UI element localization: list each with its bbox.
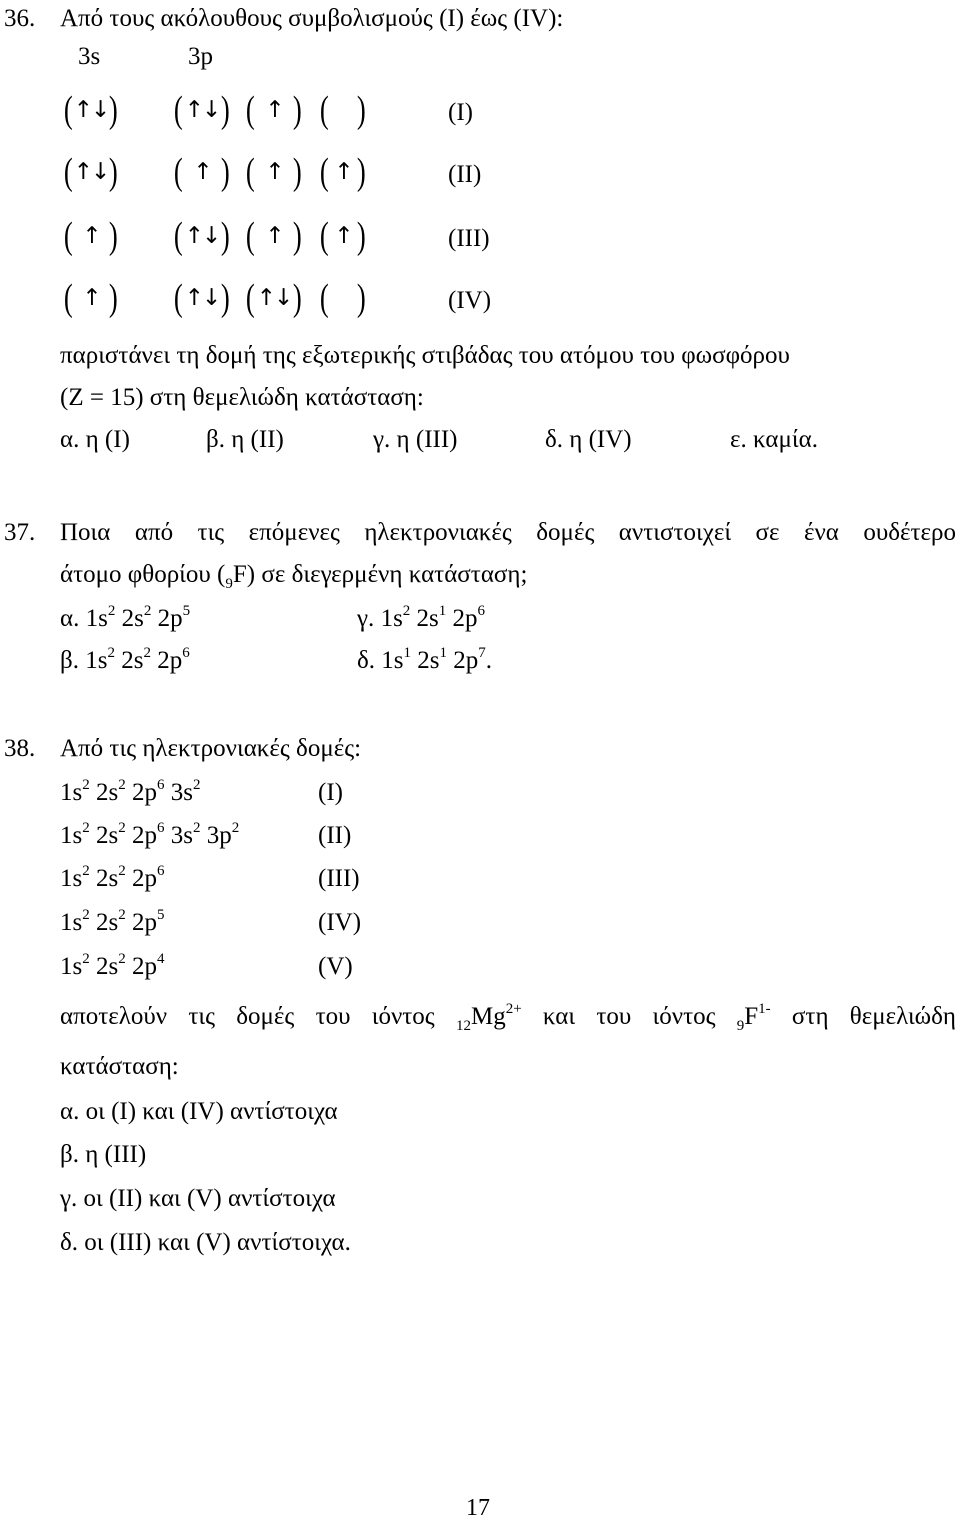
orbital-up-down-icon: ↑↓ xyxy=(184,285,220,311)
orbital-box xyxy=(318,278,368,318)
electron-count: 2 xyxy=(118,951,126,967)
orbital-paren-right: ) xyxy=(221,151,231,193)
electron-count: 2 xyxy=(143,603,152,619)
orbital-up-down-icon: ↑↓ xyxy=(256,285,292,311)
electron-count: 2 xyxy=(143,645,151,661)
orbital-paren-right: ) xyxy=(293,277,303,319)
q36-option-c: γ. η (III) xyxy=(373,426,458,453)
orbital-box xyxy=(244,90,304,130)
orbital-box xyxy=(244,152,304,192)
electron-count: 2 xyxy=(82,863,90,879)
orbital-row-label: (III) xyxy=(448,225,490,252)
orbital-paren-right: ) xyxy=(109,215,119,257)
orbital-paren-right: ) xyxy=(109,151,119,193)
orbital-paren-right: ) xyxy=(357,151,367,193)
option-prefix: δ. xyxy=(357,647,376,674)
orbital-paren-right: ) xyxy=(293,151,303,193)
electron-count: 2 xyxy=(192,777,201,793)
q38-text-b: και του ιόντος xyxy=(521,1003,737,1030)
orbital-term: 2p xyxy=(131,953,157,980)
orbital-term: 1s xyxy=(60,865,83,892)
electron-count: 7 xyxy=(478,645,486,661)
orbital-term: 2s xyxy=(121,647,144,674)
q37-line1: Ποια από τις επόμενες ηλεκτρονιακές δομές αντιστοιχεί σε ένα ουδέτερο xyxy=(60,519,956,546)
orbital-box xyxy=(318,216,368,256)
electron-count: 2 xyxy=(231,820,240,836)
orbital-term: 3p xyxy=(206,822,232,849)
orbital-box xyxy=(62,152,120,192)
orbital-row-label: (IV) xyxy=(448,287,492,314)
orbital-paren-right: ) xyxy=(109,89,119,131)
electron-count: 1 xyxy=(438,603,447,619)
orbital-term: 2s xyxy=(95,909,119,936)
electron-count: 6 xyxy=(156,777,165,793)
orbital-up-down-icon: ↑↓ xyxy=(73,159,109,185)
orbital-paren-left: ( xyxy=(173,151,183,193)
orbital-box xyxy=(62,278,120,318)
orbital-paren-right: ) xyxy=(109,277,119,319)
q37-option-c xyxy=(357,603,486,632)
orbital-paren-left: ( xyxy=(245,89,255,131)
orbital-box xyxy=(318,152,368,192)
q38-config-label: (III) xyxy=(318,865,360,892)
orbital-term: 2s xyxy=(95,822,119,849)
q38-stem: Από τις ηλεκτρονιακές δομές: xyxy=(60,735,362,762)
orbital-box xyxy=(172,152,232,192)
q36-header-3s: 3s xyxy=(78,43,101,70)
electron-count: 6 xyxy=(477,603,486,619)
q37-option-d xyxy=(357,645,492,674)
orbital-term: 2p xyxy=(131,822,157,849)
orbital-paren-left: ( xyxy=(319,151,329,193)
q37-option-b xyxy=(60,645,190,674)
q36-text-line2: (Z = 15) στη θεμελιώδη κατάσταση: xyxy=(60,384,424,411)
q38-config-label: (V) xyxy=(318,953,353,980)
q38-option-a: α. οι (I) και (IV) αντίστοιχα xyxy=(60,1098,338,1125)
orbital-paren-right: ) xyxy=(221,215,231,257)
orbital-paren-left: ( xyxy=(245,151,255,193)
electron-count: 2 xyxy=(107,645,115,661)
orbital-term: 2s xyxy=(416,605,439,632)
electron-count: 6 xyxy=(182,645,190,661)
orbital-term: 2s xyxy=(121,605,144,632)
orbital-paren-left: ( xyxy=(63,151,73,193)
electron-count: 2 xyxy=(82,907,90,923)
orbital-box xyxy=(172,278,232,318)
f-charge: 1- xyxy=(758,1001,771,1017)
option-prefix: γ. xyxy=(357,605,375,632)
orbital-term: 2s xyxy=(417,647,440,674)
orbital-up-icon: ↑ xyxy=(265,223,283,249)
orbital-paren-right: ) xyxy=(221,89,231,131)
orbital-term: 2p xyxy=(157,605,183,632)
q36-header-3p: 3p xyxy=(188,43,213,70)
orbital-box xyxy=(172,216,232,256)
option-suffix: . xyxy=(485,647,492,674)
electron-count: 2 xyxy=(118,820,126,836)
mg-charge: 2+ xyxy=(505,1001,522,1017)
orbital-box xyxy=(244,216,304,256)
q36-number: 36. xyxy=(4,5,36,32)
fluorine-atomic-number: 9 xyxy=(225,576,233,592)
orbital-up-icon: ↑ xyxy=(265,159,283,185)
orbital-up-icon: ↑ xyxy=(265,97,283,123)
q38-config-label: (II) xyxy=(318,822,352,849)
orbital-term: 3s xyxy=(170,822,193,849)
orbital-paren-left: ( xyxy=(245,215,255,257)
electron-count: 2 xyxy=(402,603,411,619)
electron-count: 5 xyxy=(156,907,165,923)
option-prefix: α. xyxy=(60,605,80,632)
orbital-term: 2s xyxy=(95,953,119,980)
orbital-term: 2p xyxy=(131,865,157,892)
option-prefix: β. xyxy=(60,647,79,674)
q38-option-b: β. η (III) xyxy=(60,1141,147,1168)
q37-number: 37. xyxy=(4,519,36,546)
q38-config-label: (IV) xyxy=(318,909,362,936)
f-atomic-number: 9 xyxy=(736,1018,745,1034)
orbital-paren-left: ( xyxy=(63,215,73,257)
q38-config xyxy=(60,951,165,980)
orbital-box xyxy=(244,278,304,318)
orbital-term: 1s xyxy=(60,822,83,849)
q36-option-e: ε. καμία. xyxy=(730,426,818,453)
q38-number: 38. xyxy=(4,735,36,762)
orbital-box xyxy=(62,216,120,256)
q36-stem: Από τους ακόλουθους συμβολισμούς (I) έως (IV): xyxy=(60,5,564,32)
orbital-paren-right: ) xyxy=(357,215,367,257)
orbital-term: 3s xyxy=(170,779,193,806)
orbital-row-label: (II) xyxy=(448,161,482,188)
orbital-paren-right: ) xyxy=(293,215,303,257)
orbital-term: 1s xyxy=(60,953,83,980)
q38-text-line2: κατάσταση: xyxy=(60,1053,179,1080)
q37-line2 xyxy=(60,561,528,592)
orbital-box xyxy=(62,90,120,130)
mg-symbol: Mg xyxy=(470,1003,506,1030)
orbital-term: 1s xyxy=(380,605,403,632)
orbital-paren-left: ( xyxy=(319,277,329,319)
orbital-paren-right: ) xyxy=(357,89,367,131)
orbital-up-down-icon: ↑↓ xyxy=(184,223,220,249)
orbital-term: 1s xyxy=(381,647,404,674)
q36-option-b: β. η (II) xyxy=(206,426,284,453)
page-number: 17 xyxy=(466,1495,490,1521)
q37-line2-a: άτομο φθορίου ( xyxy=(60,561,226,588)
orbital-up-down-icon: ↑↓ xyxy=(184,97,220,123)
electron-count: 2 xyxy=(82,777,90,793)
q38-config xyxy=(60,863,165,892)
electron-count: 2 xyxy=(107,603,116,619)
q38-text-a: αποτελούν τις δομές του ιόντος xyxy=(60,1003,456,1030)
q38-text-c: στη θεμελιώδη xyxy=(770,1003,956,1030)
q38-option-d: δ. οι (III) και (V) αντίστοιχα. xyxy=(60,1229,351,1256)
orbital-paren-left: ( xyxy=(319,89,329,131)
electron-count: 2 xyxy=(82,951,90,967)
q36-text-line1: παριστάνει τη δομή της εξωτερικής στιβάδας του ατόμου του φωσφόρου xyxy=(60,342,790,369)
orbital-paren-right: ) xyxy=(221,277,231,319)
orbital-up-icon: ↑ xyxy=(334,159,352,185)
electron-count: 6 xyxy=(156,863,165,879)
orbital-term: 2p xyxy=(131,779,157,806)
orbital-box xyxy=(318,90,368,130)
q37-line2-b: F) σε διεγερμένη κατάσταση; xyxy=(232,561,528,588)
orbital-paren-left: ( xyxy=(63,277,73,319)
orbital-up-icon: ↑ xyxy=(193,159,211,185)
electron-count: 2 xyxy=(118,907,126,923)
electron-count: 1 xyxy=(439,645,447,661)
electron-count: 4 xyxy=(156,951,165,967)
orbital-paren-left: ( xyxy=(245,277,255,319)
orbital-term: 1s xyxy=(60,909,83,936)
orbital-up-icon: ↑ xyxy=(82,223,100,249)
orbital-row-label: (I) xyxy=(448,99,473,126)
orbital-paren-left: ( xyxy=(319,215,329,257)
orbital-paren-left: ( xyxy=(173,215,183,257)
orbital-paren-left: ( xyxy=(173,89,183,131)
orbital-term: 2p xyxy=(453,647,479,674)
electron-count: 2 xyxy=(118,777,126,793)
orbital-term: 1s xyxy=(85,647,108,674)
electron-count: 1 xyxy=(403,645,412,661)
orbital-paren-right: ) xyxy=(293,89,303,131)
q38-ion-text xyxy=(60,1001,956,1034)
orbital-paren-left: ( xyxy=(173,277,183,319)
q38-config xyxy=(60,907,165,936)
orbital-term: 2p xyxy=(131,909,157,936)
orbital-up-icon: ↑ xyxy=(334,223,352,249)
orbital-paren-left: ( xyxy=(63,89,73,131)
electron-count: 2 xyxy=(118,863,126,879)
f-symbol: F xyxy=(744,1003,759,1030)
electron-count: 5 xyxy=(182,603,191,619)
electron-count: 2 xyxy=(192,820,201,836)
orbital-term: 2s xyxy=(95,865,119,892)
q36-option-d: δ. η (IV) xyxy=(545,426,632,453)
orbital-box xyxy=(172,90,232,130)
electron-count: 2 xyxy=(82,820,90,836)
electron-count: 6 xyxy=(156,820,165,836)
mg-atomic-number: 12 xyxy=(455,1018,471,1034)
orbital-term: 1s xyxy=(85,605,108,632)
orbital-up-down-icon: ↑↓ xyxy=(73,97,109,123)
q38-config-label: (I) xyxy=(318,779,343,806)
orbital-term: 2p xyxy=(157,647,183,674)
orbital-paren-right: ) xyxy=(357,277,367,319)
q38-config xyxy=(60,820,240,849)
orbital-up-icon: ↑ xyxy=(82,285,100,311)
orbital-term: 1s xyxy=(60,779,83,806)
q38-option-c: γ. οι (II) και (V) αντίστοιχα xyxy=(60,1185,336,1212)
q37-option-a xyxy=(60,603,191,632)
orbital-term: 2p xyxy=(452,605,478,632)
q38-config xyxy=(60,777,201,806)
orbital-term: 2s xyxy=(95,779,119,806)
q36-option-a: α. η (I) xyxy=(60,426,130,453)
